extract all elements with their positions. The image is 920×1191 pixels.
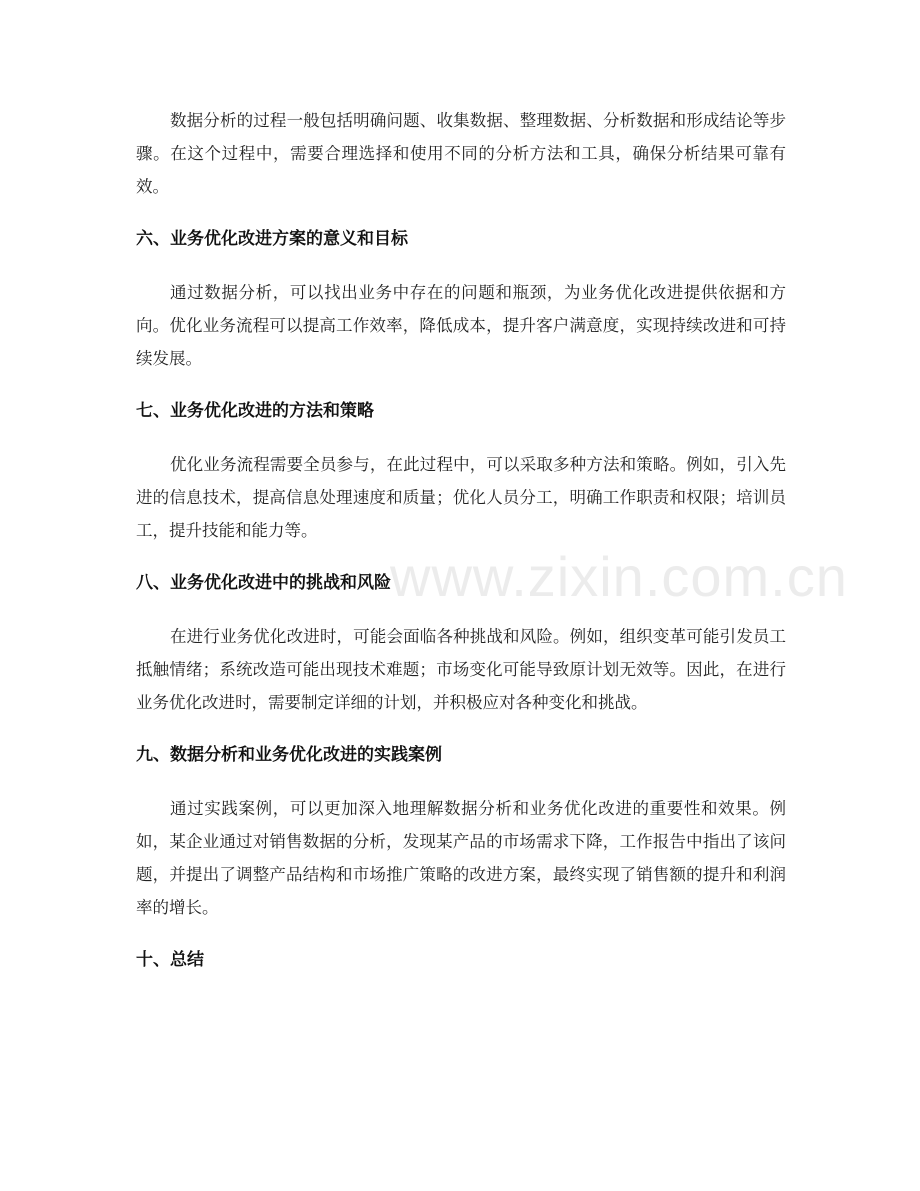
heading-section-6: 六、业务优化改进方案的意义和目标 xyxy=(136,229,408,249)
heading-section-9: 九、数据分析和业务优化改进的实践案例 xyxy=(136,745,442,765)
paragraph-section-7: 优化业务流程需要全员参与，在此过程中，可以采取多种方法和策略。例如，引入先进的信息技术，提高信息处理速度和质量；优化人员分工，明确工作职责和权限；培训员工，提升技能和能力等。 xyxy=(136,455,786,540)
paragraph-section-9: 通过实践案例，可以更加深入地理解数据分析和业务优化改进的重要性和效果。例如，某企业通过对销售数据的分析，发现某产品的市场需求下降，工作报告中指出了该问题，并提出了调整产品结构和市场推广策略的改进方案，最终实现了销售额的提升和利润率的增长。 xyxy=(136,799,786,917)
watermark-text: www.zixin.com.cn xyxy=(390,545,848,608)
heading-section-8: 八、业务优化改进中的挑战和风险 xyxy=(136,573,391,593)
paragraph-section-8: 在进行业务优化改进时，可能会面临各种挑战和风险。例如，组织变革可能引发员工抵触情绪；系统改造可能出现技术难题；市场变化可能导致原计划无效等。因此，在进行业务优化改进时，需要制定详细的计划，并积极应对各种变化和挑战。 xyxy=(136,627,786,712)
heading-section-10: 十、总结 xyxy=(136,950,204,970)
paragraph-section-6: 通过数据分析，可以找出业务中存在的问题和瓶颈，为业务优化改进提供依据和方向。优化业务流程可以提高工作效率，降低成本，提升客户满意度，实现持续改进和可持续发展。 xyxy=(136,283,786,368)
heading-section-7: 七、业务优化改进的方法和策略 xyxy=(136,401,374,421)
paragraph-process: 数据分析的过程一般包括明确问题、收集数据、整理数据、分析数据和形成结论等步骤。在这个过程中，需要合理选择和使用不同的分析方法和工具，确保分析结果可靠有效。 xyxy=(136,111,786,196)
document-body xyxy=(136,104,786,997)
